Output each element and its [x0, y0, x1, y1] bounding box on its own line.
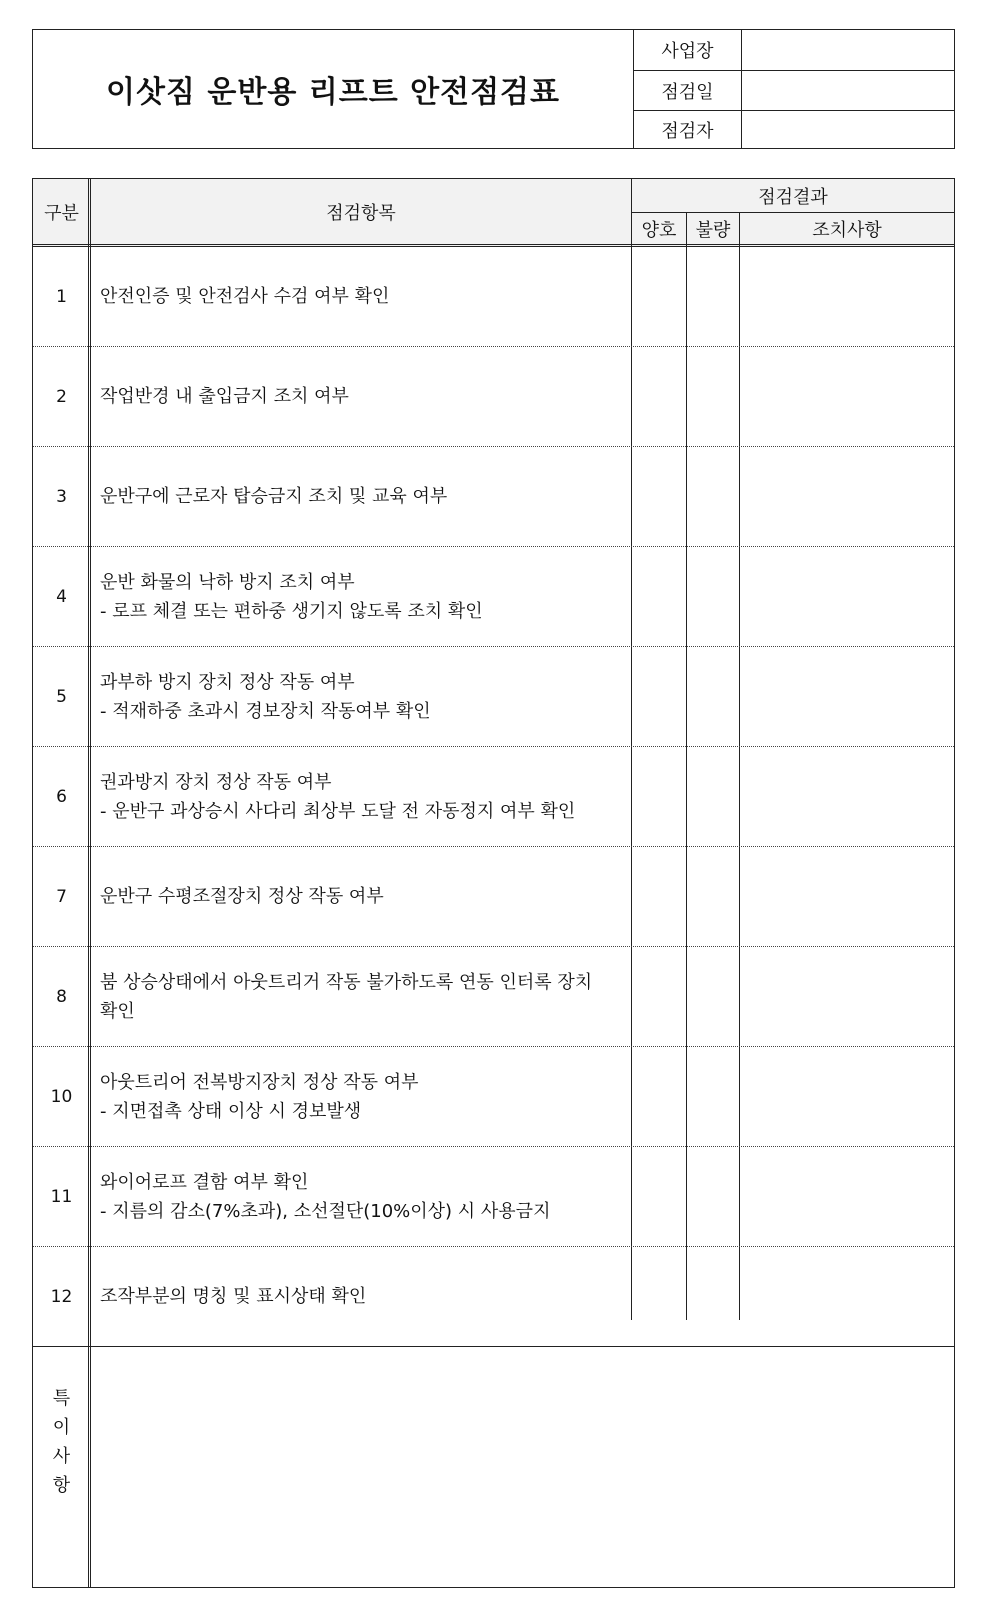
table-row: [33, 847, 954, 947]
header-vline-bad: [739, 212, 740, 247]
row-item-line2: - 적재하중 초과시 경보장치 작동여부 확인: [100, 700, 431, 722]
row-number: 8: [56, 986, 67, 1007]
row-item-line1: 운반 화물의 낙하 방지 조치 여부: [100, 571, 355, 593]
row-number: 2: [56, 386, 67, 407]
remarks-label-char: 이: [52, 1417, 71, 1438]
meta-label-inspector: 점검자: [634, 111, 742, 149]
table-row: [33, 547, 954, 647]
row-item-line2: - 운반구 과상승시 사다리 최상부 도달 전 자동정지 여부 확인: [100, 800, 576, 822]
table-row: [33, 747, 954, 847]
row-number: 7: [56, 886, 67, 907]
row-item: [100, 747, 620, 846]
checklist-table: [32, 178, 955, 1588]
row-item: [100, 647, 620, 746]
row-item-line1: 아웃트리어 전복방지장치 정상 작동 여부: [100, 1071, 419, 1093]
meta-value-date[interactable]: [742, 71, 955, 111]
row-item-line1: 작업반경 내 출입금지 조치 여부: [100, 386, 349, 407]
remarks-label-char: 특: [52, 1388, 71, 1409]
table-row: [33, 247, 954, 347]
row-item: [100, 447, 620, 546]
row-number: 1: [56, 286, 67, 307]
table-header: [33, 179, 954, 247]
row-item-line1: 와이어로프 결함 여부 확인: [100, 1171, 309, 1193]
remarks-section: [33, 1320, 954, 1587]
remarks-label-char: 항: [52, 1475, 71, 1496]
row-item: [100, 847, 620, 946]
row-item: [100, 547, 620, 646]
row-number: 11: [50, 1186, 73, 1207]
meta-label-date: 점검일: [634, 71, 742, 111]
row-item: [100, 1047, 620, 1146]
table-row: [33, 347, 954, 447]
meta-value-inspector[interactable]: [742, 111, 955, 149]
meta-row-workplace: [634, 30, 955, 70]
row-number: 10: [50, 1086, 73, 1107]
meta-row-date: [634, 70, 955, 111]
col-header-item: 점검항목: [326, 202, 396, 224]
col-header-action: 조치사항: [812, 219, 882, 241]
meta-row-inspector: [634, 110, 955, 149]
table-row: [33, 1147, 954, 1247]
meta-value-workplace[interactable]: [742, 30, 955, 70]
row-item-line2: 확인: [100, 1000, 135, 1022]
row-item-line1: 과부하 방지 장치 정상 작동 여부: [100, 671, 355, 693]
row-item-line1: 운반구 수평조절장치 정상 작동 여부: [100, 886, 384, 907]
table-row: [33, 947, 954, 1047]
table-row: [33, 1047, 954, 1147]
header-block: [32, 29, 955, 149]
row-number: 6: [56, 786, 67, 807]
remarks-value[interactable]: [93, 1320, 954, 1587]
col-header-good: 양호: [641, 219, 677, 241]
row-number: 3: [56, 486, 67, 507]
row-number: 12: [50, 1286, 73, 1307]
row-item: [100, 1147, 620, 1246]
row-item: [100, 947, 620, 1046]
remarks-label: [33, 1384, 90, 1500]
row-item-line1: 조작부분의 명칭 및 표시상태 확인: [100, 1286, 367, 1307]
col-header-result: 점검결과: [758, 186, 828, 208]
row-item-line2: - 지름의 감소(7%초과), 소선절단(10%이상) 시 사용금지: [100, 1200, 551, 1222]
col-header-bad: 불량: [695, 219, 731, 241]
row-item-line1: 붐 상승상태에서 아웃트리거 작동 불가하도록 연동 인터록 장치: [100, 971, 593, 993]
row-number: 5: [56, 686, 67, 707]
header-vline-good: [686, 212, 687, 247]
row-item-line1: 권과방지 장치 정상 작동 여부: [100, 771, 332, 793]
meta-label-workplace: 사업장: [634, 30, 742, 70]
document-title: 이삿짐 운반용 리프트 안전점검표: [105, 75, 561, 110]
row-item-line1: 운반구에 근로자 탑승금지 조치 및 교육 여부: [100, 486, 448, 507]
table-row: [33, 647, 954, 747]
row-item-line2: - 지면접촉 상태 이상 시 경보발생: [100, 1100, 362, 1122]
row-item: [100, 347, 620, 446]
table-row: [33, 447, 954, 547]
col-header-category: 구분: [44, 202, 79, 224]
row-number: 4: [56, 586, 67, 607]
remarks-label-char: 사: [52, 1446, 71, 1467]
row-item-line2: - 로프 체결 또는 편하중 생기지 않도록 조치 확인: [100, 600, 483, 622]
header-meta: [633, 30, 954, 148]
row-item: [100, 247, 620, 346]
row-item-line1: 안전인증 및 안전검사 수검 여부 확인: [100, 286, 390, 307]
